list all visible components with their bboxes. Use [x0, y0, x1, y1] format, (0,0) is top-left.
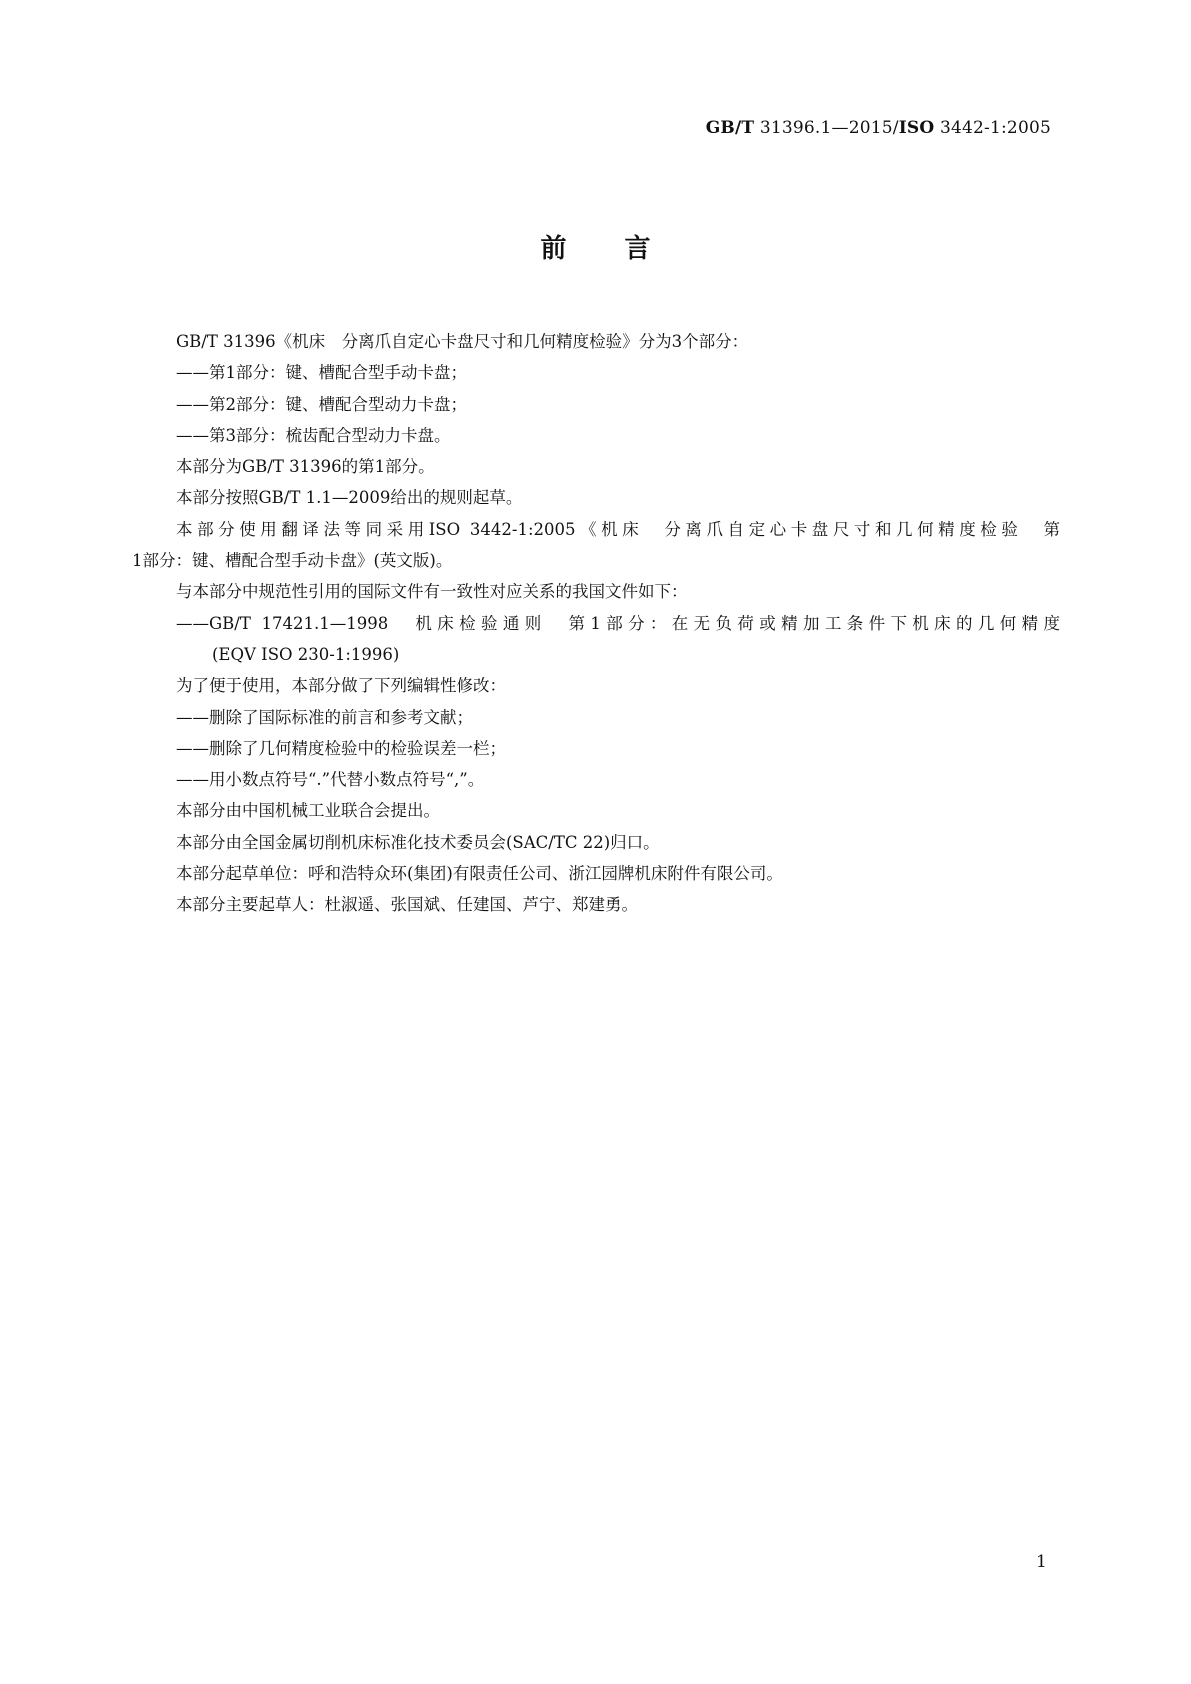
paragraph-translation-line-1: 本部分使用翻译法等同采用ISO 3442-1:2005《机床 分离爪自定心卡盘尺寸和几何精度检验 第 [176, 519, 1060, 539]
paragraph-parts-intro: GB/T 31396《机床 分离爪自定心卡盘尺寸和几何精度检验》分为3个部分： [176, 332, 749, 351]
paragraph-proposed-by: 本部分由中国机械工业联合会提出。 [176, 801, 440, 821]
paragraph-this-part: 本部分为GB/T 31396的第1部分。 [176, 457, 435, 477]
list-item-part-3: ——第3部分：梳齿配合型动力卡盘。 [176, 425, 451, 445]
paragraph-drafting-rules: 本部分按照GB/T 1.1—2009给出的规则起草。 [176, 488, 523, 508]
page-title: 前言 [540, 234, 709, 264]
document-code [706, 118, 1051, 138]
list-item-part-1: ——第1部分：键、槽配合型手动卡盘； [176, 363, 467, 383]
paragraph-translation-line-2: 1部分：键、槽配合型手动卡盘》(英文版)。 [132, 551, 453, 571]
iso-prefix: ISO [898, 118, 935, 138]
paragraph-editorial-changes: 为了便于使用，本部分做了下列编辑性修改： [176, 676, 506, 696]
gbt-prefix: GB/T [705, 118, 755, 138]
list-item-change-1: ——删除了国际标准的前言和参考文献； [176, 707, 473, 727]
gbt-code: 31396.1—2015/ [754, 118, 899, 138]
list-item-reference-line-1: ——GB/T 17421.1—1998 机床检验通则 第1部分：在无负荷或精加工条件下机床的几何精度 [176, 613, 1060, 633]
list-item-change-2: ——删除了几何精度检验中的检验误差一栏； [176, 738, 506, 758]
iso-code: 3442-1:2005 [934, 118, 1051, 138]
list-item-change-3: ——用小数点符号“.”代替小数点符号“,”。 [176, 770, 485, 790]
list-item-part-2: ——第2部分：键、槽配合型动力卡盘； [176, 394, 467, 414]
paragraph-drafting-units: 本部分起草单位：呼和浩特众环(集团)有限责任公司、浙江园牌机床附件有限公司。 [176, 864, 783, 884]
paragraph-correspondence: 与本部分中规范性引用的国际文件有一致性对应关系的我国文件如下： [176, 582, 688, 602]
page-number: 1 [1036, 1552, 1047, 1572]
paragraph-centralized-by: 本部分由全国金属切削机床标准化技术委员会(SAC/TC 22)归口。 [176, 832, 660, 852]
foreword-body [132, 326, 1060, 921]
list-item-reference-line-2: (EQV ISO 230-1:1996) [212, 644, 400, 664]
paragraph-drafters: 本部分主要起草人：杜淑遥、张国斌、任建国、芦宁、郑建勇。 [176, 895, 638, 915]
